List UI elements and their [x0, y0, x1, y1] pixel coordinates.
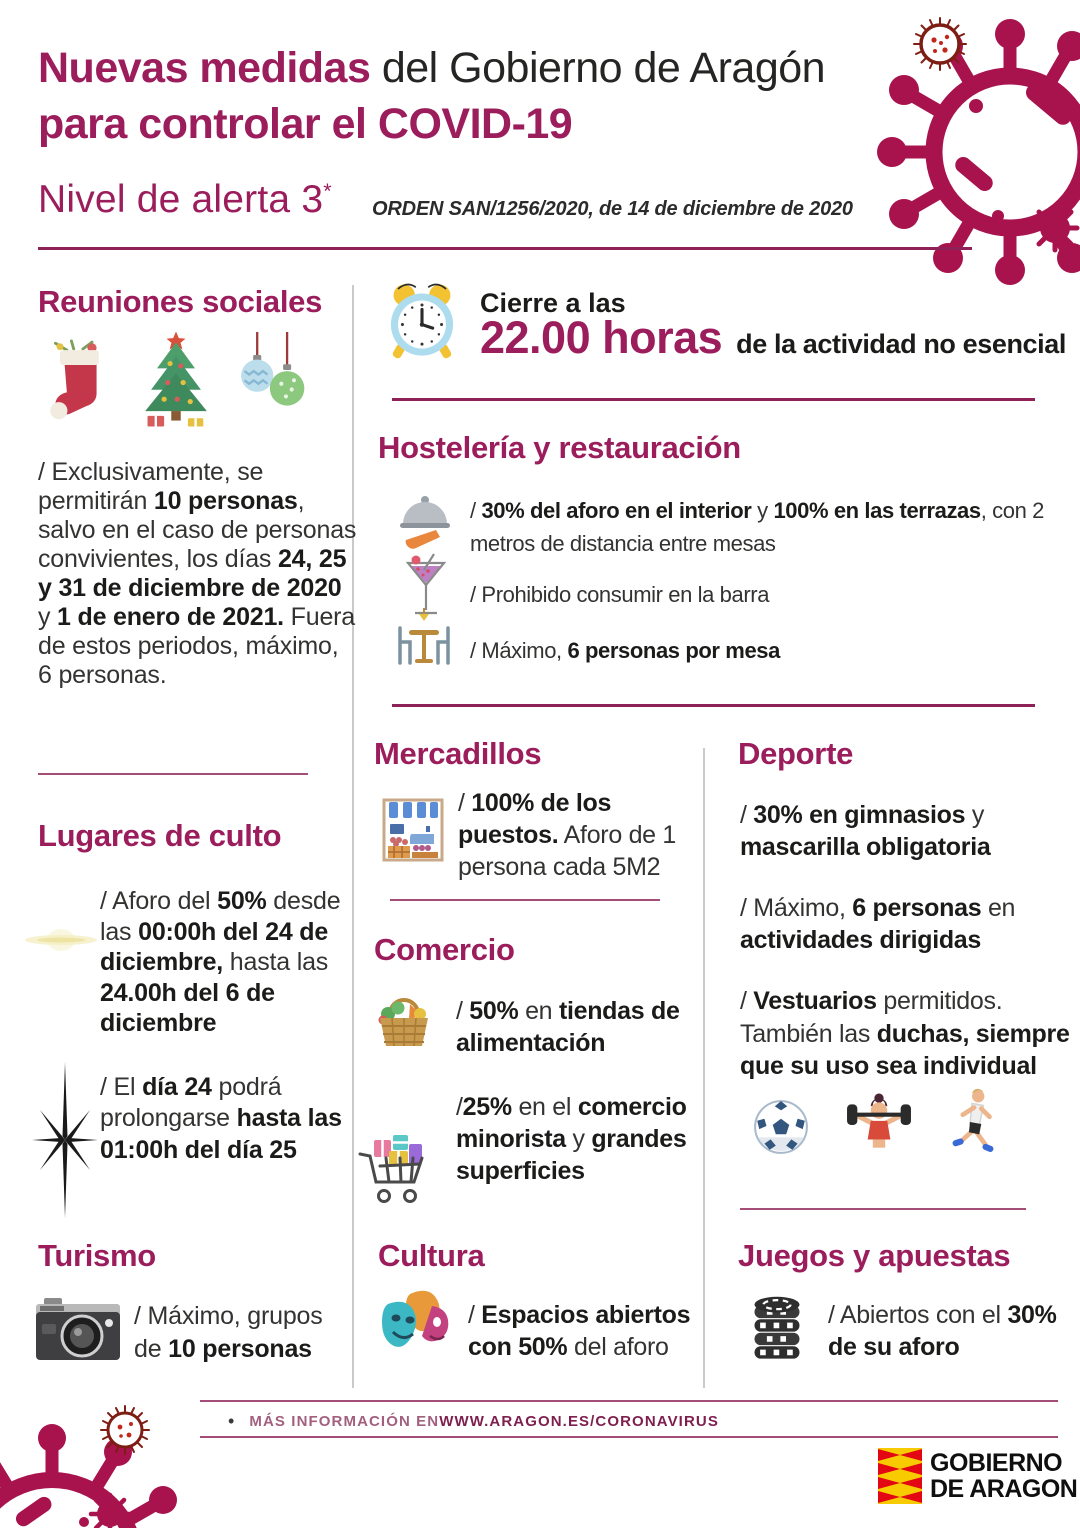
divider-vertical-left: [352, 285, 354, 1388]
serving-dish-icon: [398, 492, 452, 550]
deporte-item-1: / 30% en gimnasios y mascarilla obligatoria: [740, 801, 991, 861]
aragon-flag-icon: [878, 1448, 922, 1504]
section-heading-reuniones: Reuniones sociales: [38, 284, 323, 319]
section-heading-hosteleria: Hostelería y restauración: [378, 430, 741, 465]
footer-divider-top: [200, 1400, 1058, 1402]
camera-icon: [36, 1296, 120, 1362]
cierre-intro: Cierre a las: [480, 288, 626, 318]
weightlifting-icon: [846, 1092, 912, 1158]
section-heading-turismo: Turismo: [38, 1238, 156, 1273]
market-stall-icon: [382, 798, 444, 862]
divider: [390, 899, 660, 901]
page-title: Nuevas medidas del Gobierno de Aragón para controlar el COVID-19: [38, 44, 826, 148]
section-heading-deporte: Deporte: [738, 736, 854, 771]
divider: [392, 704, 1035, 707]
christmas-stocking-icon: [44, 338, 108, 424]
divider: [392, 398, 1035, 401]
divider: [38, 773, 308, 775]
comercio-item-1: / 50% en tiendas de alimentación: [456, 997, 680, 1057]
shopping-cart-icon: [358, 1132, 436, 1212]
christmas-ornaments-icon: [234, 332, 308, 424]
theater-masks-icon: [380, 1288, 458, 1358]
deporte-item-3: / Vestuarios permitidos. También las duchas, siempre que su uso sea individual: [740, 987, 1070, 1080]
lugares-item-2: / El día 24 podrá prolongarse hasta las 01:00h del día 25: [100, 1073, 342, 1164]
hosteleria-item-3: / Máximo, 6 personas por mesa: [470, 638, 780, 663]
star-glow-icon: [22, 918, 100, 962]
turismo-item-1: / Máximo, grupos de 10 personas: [134, 1302, 323, 1363]
coronavirus-icon: [0, 1392, 240, 1528]
bullet-icon: •: [228, 1410, 236, 1431]
christmas-tree-icon: [138, 330, 214, 428]
juegos-item-1: / Abiertos con el 30% de su aforo: [828, 1301, 1057, 1361]
header-divider: [38, 247, 972, 250]
section-heading-cultura: Cultura: [378, 1238, 485, 1273]
hosteleria-item-2: / Prohibido consumir en la barra: [470, 582, 770, 607]
coronavirus-outline-icon: [101, 1406, 149, 1454]
running-icon: [942, 1088, 1000, 1158]
bethlehem-star-icon: [32, 1062, 98, 1218]
food-basket-icon: [372, 990, 436, 1054]
cultura-item-1: / Espacios abiertos con 50% del aforo: [468, 1301, 691, 1361]
alert-level: Nivel de alerta 3*: [38, 178, 332, 221]
footer-divider-bottom: [200, 1436, 1058, 1438]
logo-line-2: DE ARAGON: [930, 1475, 1078, 1503]
comercio-item-2: /25% en el comercio minorista y grandes superficies: [456, 1093, 687, 1185]
gobierno-aragon-logo: [878, 1448, 1077, 1504]
coronavirus-outline-icon: [914, 18, 966, 70]
alarm-clock-icon: [382, 280, 462, 362]
lugares-item-1: / Aforo del 50% desde las 00:00h del 24 de diciembre, hasta las 24.00h del 6 de diciembre: [100, 887, 341, 1037]
soccer-ball-icon: [752, 1098, 810, 1156]
cierre-rest: de la actividad no esencial: [736, 329, 1066, 359]
order-reference: ORDEN SAN/1256/2020, de 14 de diciembre de 2020: [372, 198, 853, 220]
hosteleria-item-1: / 30% del aforo en el interior y 100% en las terrazas, con 2 metros de distancia entre mesas: [470, 498, 1044, 556]
deporte-item-2: / Máximo, 6 personas en actividades dirigidas: [740, 894, 1016, 954]
section-heading-mercadillos: Mercadillos: [374, 736, 542, 771]
footer-url[interactable]: WWW.ARAGON.ES/CORONAVIRUS: [439, 1412, 719, 1430]
divider-vertical-right: [703, 748, 705, 1388]
table-chairs-icon: [392, 608, 456, 670]
logo-line-1: GOBIERNO: [930, 1449, 1063, 1477]
poker-chips-icon: [750, 1290, 804, 1362]
divider: [740, 1208, 1026, 1210]
reuniones-body: / Exclusivamente, se permitirán 10 personas, salvo en el caso de personas convivientes, los días 24, 25 y 31 de diciembre de 2020 y 1 de enero de 2021. Fuera de estos periodos, máximo, 6 personas.: [38, 458, 357, 689]
section-heading-comercio: Comercio: [374, 932, 515, 967]
section-heading-lugares: Lugares de culto: [38, 818, 282, 853]
mercadillos-item-1: / 100% de los puestos. Aforo de 1 persona cada 5M2: [458, 789, 677, 881]
cierre-time: 22.00 horas: [480, 312, 723, 363]
section-heading-juegos: Juegos y apuestas: [738, 1238, 1011, 1273]
footer-info-label: MÁS INFORMACIÓN EN: [249, 1412, 440, 1430]
